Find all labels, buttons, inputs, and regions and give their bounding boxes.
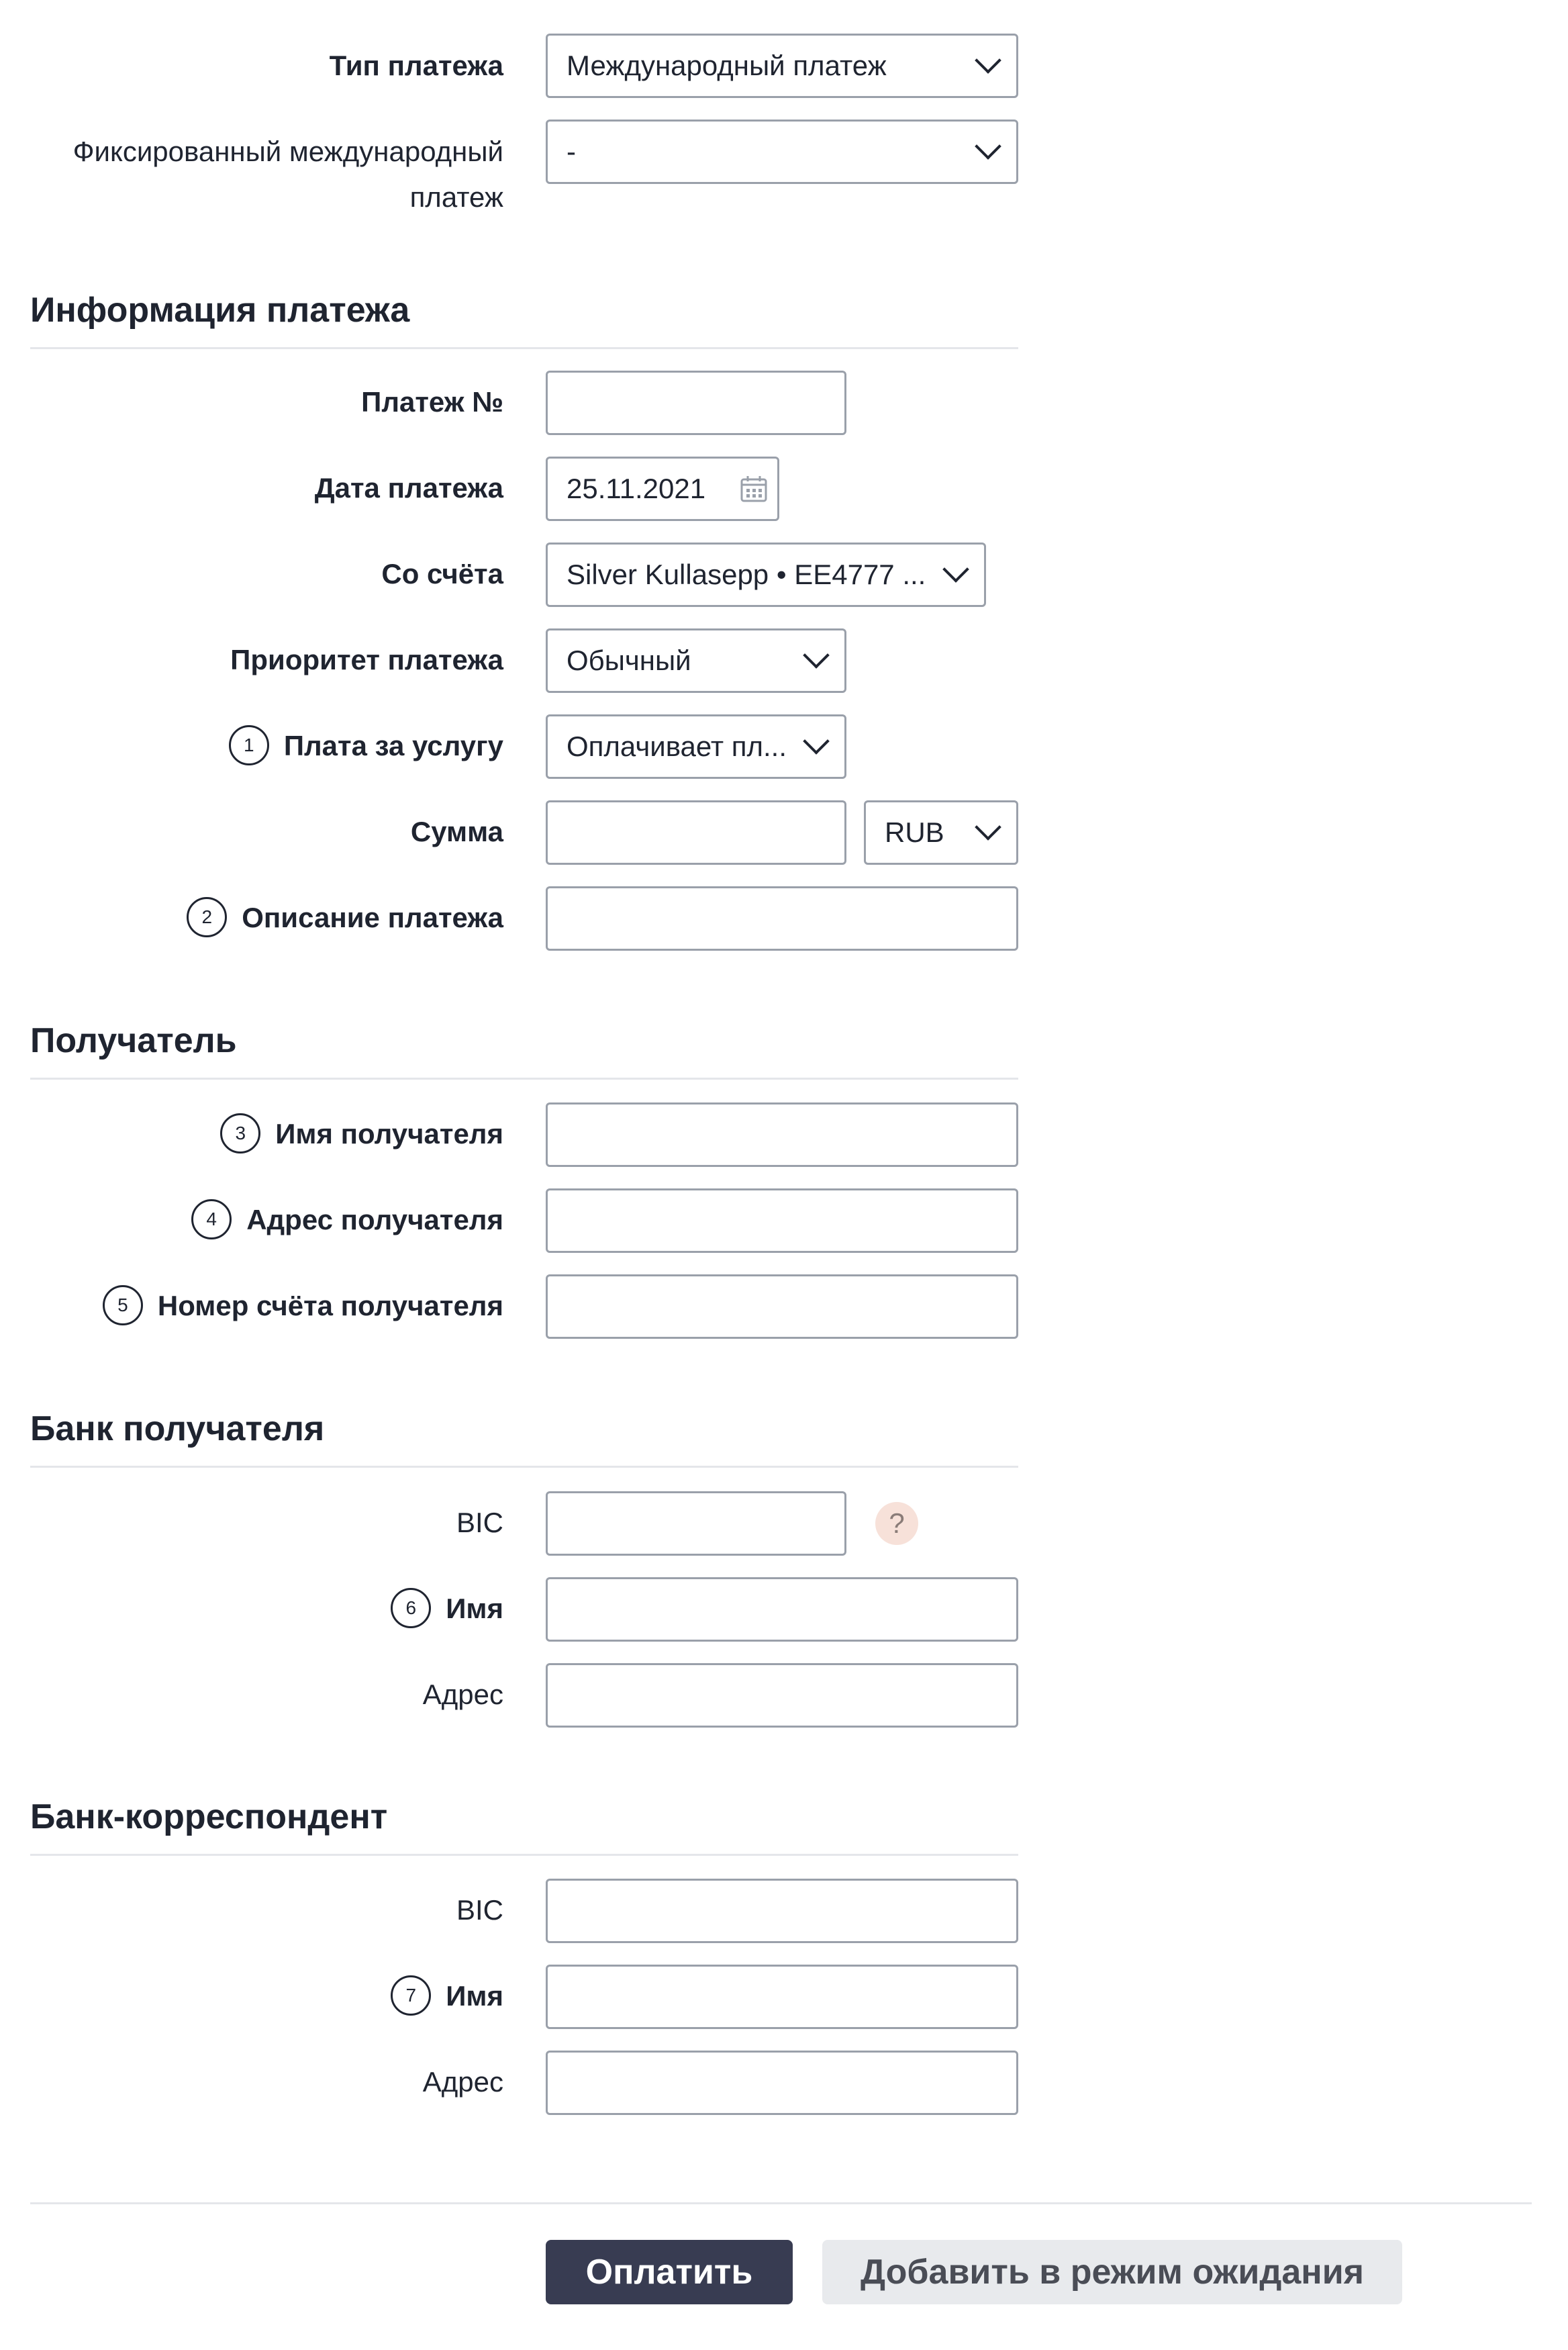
recipient-account-label-text: Номер счёта получателя xyxy=(157,1290,503,1321)
from-account-label: Со счёта xyxy=(381,558,503,590)
chevron-down-icon xyxy=(975,47,1001,74)
fixed-international-label-line1: Фиксированный международный xyxy=(72,136,503,167)
correspondent-name-input[interactable] xyxy=(546,1965,1018,2029)
description-input[interactable] xyxy=(546,886,1018,951)
section-divider xyxy=(30,1078,1018,1080)
recipient-bank-name-label-text: Имя xyxy=(446,1593,503,1624)
payment-date-label: Дата платежа xyxy=(314,472,503,504)
payment-no-input[interactable] xyxy=(546,371,846,435)
correspondent-address-label: Адрес xyxy=(422,2066,503,2098)
service-fee-label-text: Плата за услугу xyxy=(283,730,503,761)
currency-value: RUB xyxy=(885,816,944,848)
recipient-bank-bic-input[interactable] xyxy=(546,1491,846,1556)
from-account-select[interactable] xyxy=(546,543,986,607)
recipient-address-label-text: Адрес получателя xyxy=(246,1204,503,1235)
fixed-international-label xyxy=(73,129,503,220)
payment-type-label: Тип платежа xyxy=(329,50,503,81)
description-label xyxy=(187,895,503,940)
recipient-bank-address-label: Адрес xyxy=(422,1679,503,1710)
correspondent-name-label-text: Имя xyxy=(446,1980,503,2012)
payment-type-select[interactable] xyxy=(546,34,1018,98)
correspondent-name-label xyxy=(391,1973,503,2018)
correspondent-bic-input[interactable] xyxy=(546,1879,1018,1943)
step-number-badge: 2 xyxy=(187,897,227,937)
chevron-down-icon xyxy=(975,814,1001,841)
recipient-address-label xyxy=(191,1197,503,1242)
payment-date-input[interactable] xyxy=(546,457,779,521)
section-divider xyxy=(30,1854,1018,1856)
help-icon[interactable]: ? xyxy=(875,1502,918,1545)
fixed-international-value: - xyxy=(567,136,576,167)
section-recipient-title: Получатель xyxy=(30,1021,237,1060)
recipient-bank-name-input[interactable] xyxy=(546,1577,1018,1642)
step-number-badge: 6 xyxy=(391,1588,431,1628)
section-divider xyxy=(30,1466,1018,1468)
amount-label: Сумма xyxy=(410,816,503,847)
payment-date-value: 25.11.2021 xyxy=(567,473,706,504)
recipient-name-label-text: Имя получателя xyxy=(275,1118,503,1149)
correspondent-bic-label: BIC xyxy=(456,1894,503,1926)
chevron-down-icon xyxy=(803,642,830,669)
fixed-international-label-line2: платеж xyxy=(409,181,503,213)
service-fee-value: Оплачивает пл... xyxy=(567,731,787,762)
priority-label: Приоритет платежа xyxy=(230,644,503,675)
add-to-hold-button[interactable]: Добавить в режим ожидания xyxy=(822,2240,1402,2304)
recipient-account-input[interactable] xyxy=(546,1274,1018,1339)
recipient-bank-name-label xyxy=(391,1586,503,1631)
payment-type-value: Международный платеж xyxy=(567,50,887,81)
priority-select[interactable] xyxy=(546,628,846,693)
recipient-name-label xyxy=(220,1111,503,1156)
chevron-down-icon xyxy=(942,556,969,583)
chevron-down-icon xyxy=(803,728,830,755)
recipient-address-input[interactable] xyxy=(546,1188,1018,1253)
recipient-bank-address-input[interactable] xyxy=(546,1663,1018,1728)
correspondent-address-input[interactable] xyxy=(546,2051,1018,2115)
service-fee-select[interactable] xyxy=(546,714,846,779)
recipient-account-label xyxy=(103,1283,503,1328)
footer-divider xyxy=(30,2202,1532,2204)
service-fee-label xyxy=(229,723,503,768)
pay-button[interactable]: Оплатить xyxy=(546,2240,793,2304)
chevron-down-icon xyxy=(975,133,1001,160)
fixed-international-select[interactable] xyxy=(546,120,1018,184)
step-number-badge: 5 xyxy=(103,1285,143,1325)
recipient-bank-bic-label: BIC xyxy=(456,1507,503,1538)
step-number-badge: 7 xyxy=(391,1975,431,2016)
recipient-name-input[interactable] xyxy=(546,1102,1018,1167)
priority-value: Обычный xyxy=(567,645,691,676)
step-number-badge: 3 xyxy=(220,1113,260,1154)
description-label-text: Описание платежа xyxy=(242,902,503,933)
section-payment-info-title: Информация платежа xyxy=(30,291,410,330)
amount-input[interactable] xyxy=(546,800,846,865)
currency-select[interactable] xyxy=(864,800,1018,865)
section-correspondent-bank-title: Банк-корреспондент xyxy=(30,1797,388,1836)
section-recipient-bank-title: Банк получателя xyxy=(30,1409,325,1448)
section-divider xyxy=(30,347,1018,349)
step-number-badge: 4 xyxy=(191,1199,232,1239)
payment-no-label: Платеж № xyxy=(361,386,503,418)
calendar-icon[interactable] xyxy=(740,475,768,503)
from-account-value: Silver Kullasepp • EE4777 ... xyxy=(567,559,926,590)
step-number-badge: 1 xyxy=(229,725,269,765)
